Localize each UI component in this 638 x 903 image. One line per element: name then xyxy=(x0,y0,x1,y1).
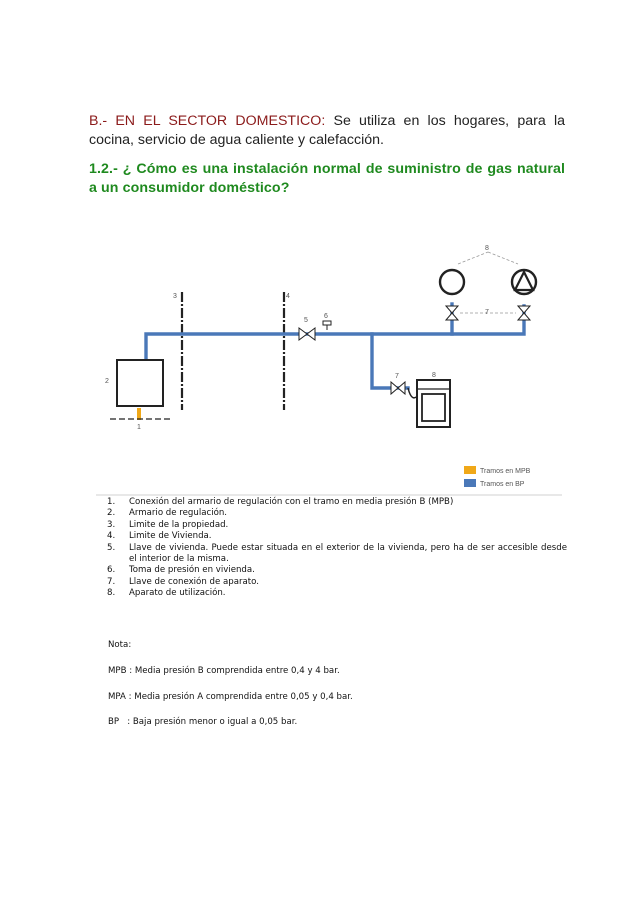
item-number: 2. xyxy=(107,508,116,519)
label-6: 6 xyxy=(324,313,328,320)
legend-label-mpb: Tramos en MPB xyxy=(480,468,531,475)
list-item xyxy=(107,565,567,576)
section-question: 1.2.- ¿ Cómo es una instalación normal de suministro de gas natural a un consumidor doméstico? xyxy=(89,161,565,196)
item-text: Conexión del armario de regulación con el tramo en media presión B (MPB) xyxy=(129,497,454,507)
list-item xyxy=(107,497,567,508)
label-4: 4 xyxy=(286,293,290,300)
item-text: Toma de presión en vivienda. xyxy=(129,565,255,576)
list-item xyxy=(107,588,567,599)
intro-lead: B.- EN EL SECTOR DOMESTICO: xyxy=(89,113,326,129)
intro-paragraph xyxy=(89,112,565,150)
label-2: 2 xyxy=(105,378,109,385)
note-title: Nota: xyxy=(108,640,132,650)
pressure-tap xyxy=(323,321,331,330)
note-bp: BP : Baja presión menor o igual a 0,05 bar. xyxy=(108,717,298,727)
item-text: Aparato de utilización. xyxy=(129,588,226,599)
item-number: 5. xyxy=(107,542,116,553)
item-number: 3. xyxy=(107,519,116,530)
gas-installation-diagram xyxy=(96,214,562,496)
item-number: 4. xyxy=(107,531,116,542)
appliance-valve xyxy=(391,306,530,394)
legend-label-bp: Tramos en BP xyxy=(480,481,525,488)
bp-branch-pipe xyxy=(372,334,408,388)
item-text: Limite de Vivienda. xyxy=(129,531,212,542)
item-number: 8. xyxy=(107,588,116,599)
item-text: Llave de conexión de aparato. xyxy=(129,576,259,587)
item-text: Armario de regulación. xyxy=(129,508,228,519)
list-item xyxy=(107,543,567,566)
label-1: 1 xyxy=(137,424,141,431)
boiler-appliance xyxy=(440,270,464,294)
list-item xyxy=(107,577,567,588)
item-number: 1. xyxy=(107,497,116,507)
item-text: Limite de la propiedad. xyxy=(129,519,229,530)
regulation-cabinet xyxy=(117,360,163,406)
note-mpb: MPB : Media presión B comprendida entre 0,4 y 4 bar. xyxy=(108,666,340,676)
label-5: 5 xyxy=(304,317,308,324)
label-7-branch: 7 xyxy=(395,373,399,380)
dwelling-valve xyxy=(299,328,315,340)
numbered-legend-list xyxy=(107,497,567,600)
item-text: Llave de vivienda. Puede estar situada en el exterior de la vivienda, pero ha de ser accesible desde el interior de la misma. xyxy=(129,542,567,565)
legend-swatch-mpb xyxy=(464,466,476,474)
label-8: 8 xyxy=(485,245,489,252)
label-7: 7 xyxy=(485,309,489,316)
bp-main-pipe xyxy=(146,306,524,360)
label-8-cooker: 8 xyxy=(432,372,436,379)
intro-text: Se utiliza en los hogares, para la cocina, servicio de agua caliente y calefacción. xyxy=(89,113,565,148)
label-3: 3 xyxy=(173,293,177,300)
list-item xyxy=(107,508,567,519)
diagram-legend xyxy=(464,466,531,488)
legend-swatch-bp xyxy=(464,479,476,487)
note-mpa: MPA : Media presión A comprendida entre 0,05 y 0,4 bar. xyxy=(108,692,353,702)
list-item xyxy=(107,520,567,531)
cooker-appliance xyxy=(408,380,450,427)
item-number: 7. xyxy=(107,576,116,587)
item-number: 6. xyxy=(107,565,116,576)
list-item xyxy=(107,531,567,542)
